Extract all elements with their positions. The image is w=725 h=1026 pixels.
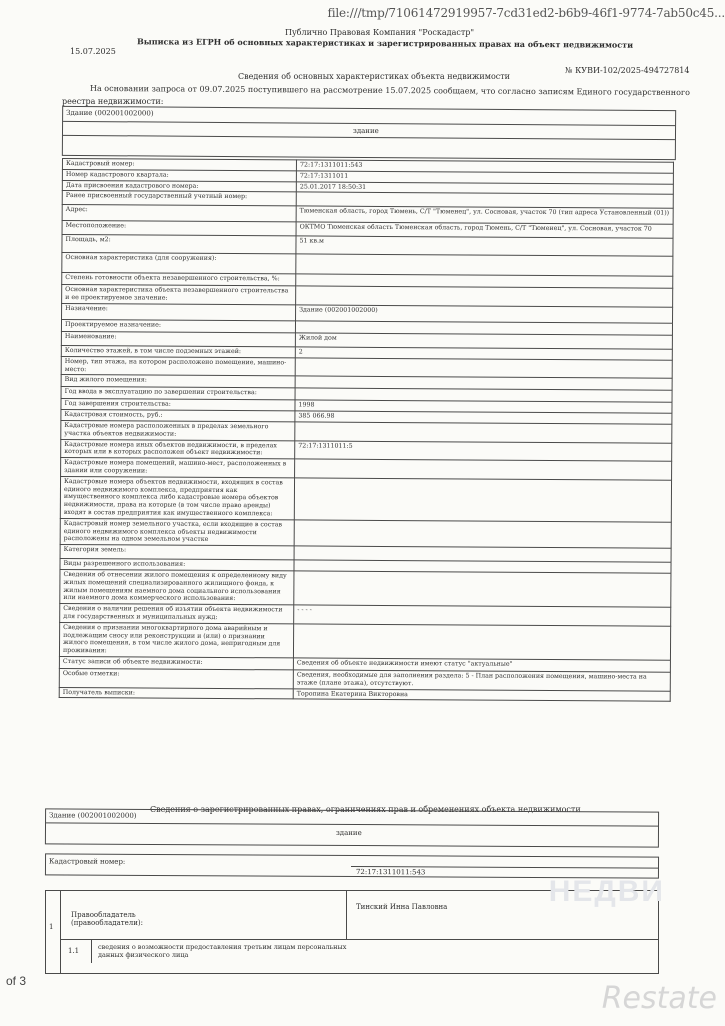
watermark-smudge: НЕДВИ [548,875,665,908]
row-value: Сведения, необходимые для заполнения раздела: 5 - План расположения помещения, машино-места на этаже (плане этажа), отсутствуют. [293,670,670,691]
document-date: 15.07.2025 [70,47,116,56]
object-type: здание [352,126,379,136]
row-label: Год ввода в эксплуатацию по завершении строительства: [61,387,295,400]
table-row [60,518,671,548]
row-label: Получатель выписки: [59,687,293,699]
row-value: 51 кв.м [296,236,673,256]
row-label: Кадастровые номера помещений, машино-мест, расположенных в здании или сооружении: [61,458,295,478]
intro-line-1: На основании запроса от 09.07.2025 поступившего на рассмотрение 15.07.2025 сообщаем, что согласно записям Единого государственного [89,83,690,98]
rights-row-num: 1 [49,923,54,931]
row-value [295,459,672,480]
document-number: № КУВИ-102/2025-494727814 [565,66,690,75]
rights-cad-value: 72:17:1311011:543 [355,868,426,877]
row-value [293,624,670,660]
table-row [60,569,671,607]
row-value [294,571,671,607]
row-value: - - - - [294,605,671,626]
row-value [294,520,671,549]
row-value: Торопина Екатерина Викторовна [293,688,670,701]
row-label: Наименование: [61,331,295,346]
row-label: Категория земель: [60,545,294,560]
row-label: Местоположение: [62,221,296,236]
object-header-box [62,106,676,160]
rights-title: Сведения о зарегистрированных правах, ограничениях прав и обременениях объекта недвижимости [150,805,581,814]
section-title: Сведения об основных характеристиках объекта недвижимости [238,72,510,81]
row-value: Сведения об объекте недвижимости имеют статус "актуальные" [293,658,670,672]
row-label: Виды разрешенного использования: [60,559,294,571]
row-label: Сведения о признании многоквартирного дома аварийным и подлежащим сносу или реконструкции и (или) о признании жилого помещения, в том числе жилого дома, непригодным для проживания: [59,622,293,658]
row-label: Дата присвоения кадастрового номера: [62,180,296,192]
row-value: 2 [295,347,672,360]
row-label: Основная характеристика объекта незавершенного строительства и ее проектируемое значение: [62,285,296,305]
row-value [295,358,672,379]
rights-object-box [45,808,659,847]
rights-cad-label: Кадастровый номер: [48,857,126,866]
row-value: Жилой дом [295,333,672,349]
row-value: Здание (002001002000) [296,305,673,323]
table-row [59,622,670,660]
row-value [296,286,673,307]
row-label: Основная характеристика (для сооружения): [62,253,296,274]
row-label: Кадастровые номера объектов недвижимости, входящих в состав единого недвижимого комплекса, предприятия как имущественного комплекса либо кадастровые номера объектов недвижимости, права на которые (в том числе право аренды) входят в состав предприятия как имущественного комплекса: [60,476,294,519]
object-code: Здание (002001002000) [66,108,154,118]
row-label: Площадь, м2: [62,235,296,254]
rights-sub-num: 1.1 [68,947,80,955]
row-label: Статус записи об объекте недвижимости: [59,656,293,669]
rights-sub-text: сведения о возможности предоставления третьим лицам персональных данных физического лица [98,943,347,959]
page-indicator: of 3 [6,974,27,988]
row-label: Адрес: [62,205,296,222]
row-label: Сведения об отнесении жилого помещения к определенному виду жилых помещений специализированного жилищного фонда, к жилым помещениям наемного дома социального использования или наемного дома коммерческого использования: [60,569,294,605]
row-label: Кадастровые номера иных объектов недвижимости, в пределах которых или в которых расположен объект недвижимости: [61,439,295,459]
row-label: Сведения о наличии решения об изъятии объекта недвижимости для государственных и муниципальных нужд: [60,604,294,624]
table-row [60,476,671,522]
characteristics-table [59,158,674,702]
row-value: 72:17:1311011:5 [295,440,672,461]
row-label: Номер, тип этажа, на котором расположено помещение, машино-место: [61,356,295,376]
row-label: Год завершения строительства: [61,399,295,411]
rights-holder-label: Правообладатель (правообладатели): [71,911,143,927]
row-value: 72:17:1311011 [296,171,673,184]
row-value: 385 066.98 [295,411,672,424]
row-label: Особые отметки: [59,668,293,688]
table-row [59,687,670,702]
rights-object-code: Здание (002001002000) [49,811,137,820]
row-value: Тюменская область, город Тюмень, С/Т "Тюменец", ул. Сосновая, участок 70 (тип адреса Установленный (01)) [296,206,673,224]
row-label: Кадастровый номер: [62,159,296,171]
rights-holder-value: Тинский Инна Павловна [356,903,448,911]
row-label: Назначение: [62,303,296,320]
row-label: Количество этажей, в том числе подземных этажей: [61,345,295,357]
row-value [296,254,673,276]
row-value [294,478,671,522]
row-value [295,422,672,443]
row-label: Вид жилого помещения: [61,375,295,388]
row-label: Кадастровые номера расположенных в пределах земельного участка объектов недвижимости: [61,420,295,440]
row-value: ОКТМО Тюменская область Тюменская область, город Тюмень, С/Т "Тюменец", ул. Сосновая, участок 70 [296,222,673,238]
row-value: 25.01.2017 18:50:31 [296,182,673,195]
row-label: Проектируемое назначение: [61,319,295,332]
row-label: Ранее присвоенный государственный учетный номер: [62,191,296,206]
row-label: Степень готовности объекта незавершенного строительства, %: [62,273,296,286]
file-url: file:///tmp/71061472919957-7cd31ed2-b6b9-46f1-9774-7ab50c45... [327,6,725,20]
row-label: Кадастровая стоимость, руб.: [61,410,295,422]
row-label: Номер кадастрового квартала: [62,169,296,181]
restate-watermark: Restate [601,981,717,1016]
rights-object-type: здание [335,828,362,838]
document-title: Выписка из ЕГРН об основных характеристиках и зарегистрированных правах на объект недвижимости [136,36,634,50]
row-value: 1998 [295,400,672,413]
company-name: Публично Правовая Компания "Роскадастр" [285,28,475,37]
row-value: 72:17:1311011:543 [296,160,673,173]
row-label: Кадастровый номер земельного участка, если входящие в состав единого недвижимого комплекса объекты недвижимости расположены на одном земельном участке [60,518,294,546]
intro-line-2: реестра недвижимости: [62,97,164,106]
